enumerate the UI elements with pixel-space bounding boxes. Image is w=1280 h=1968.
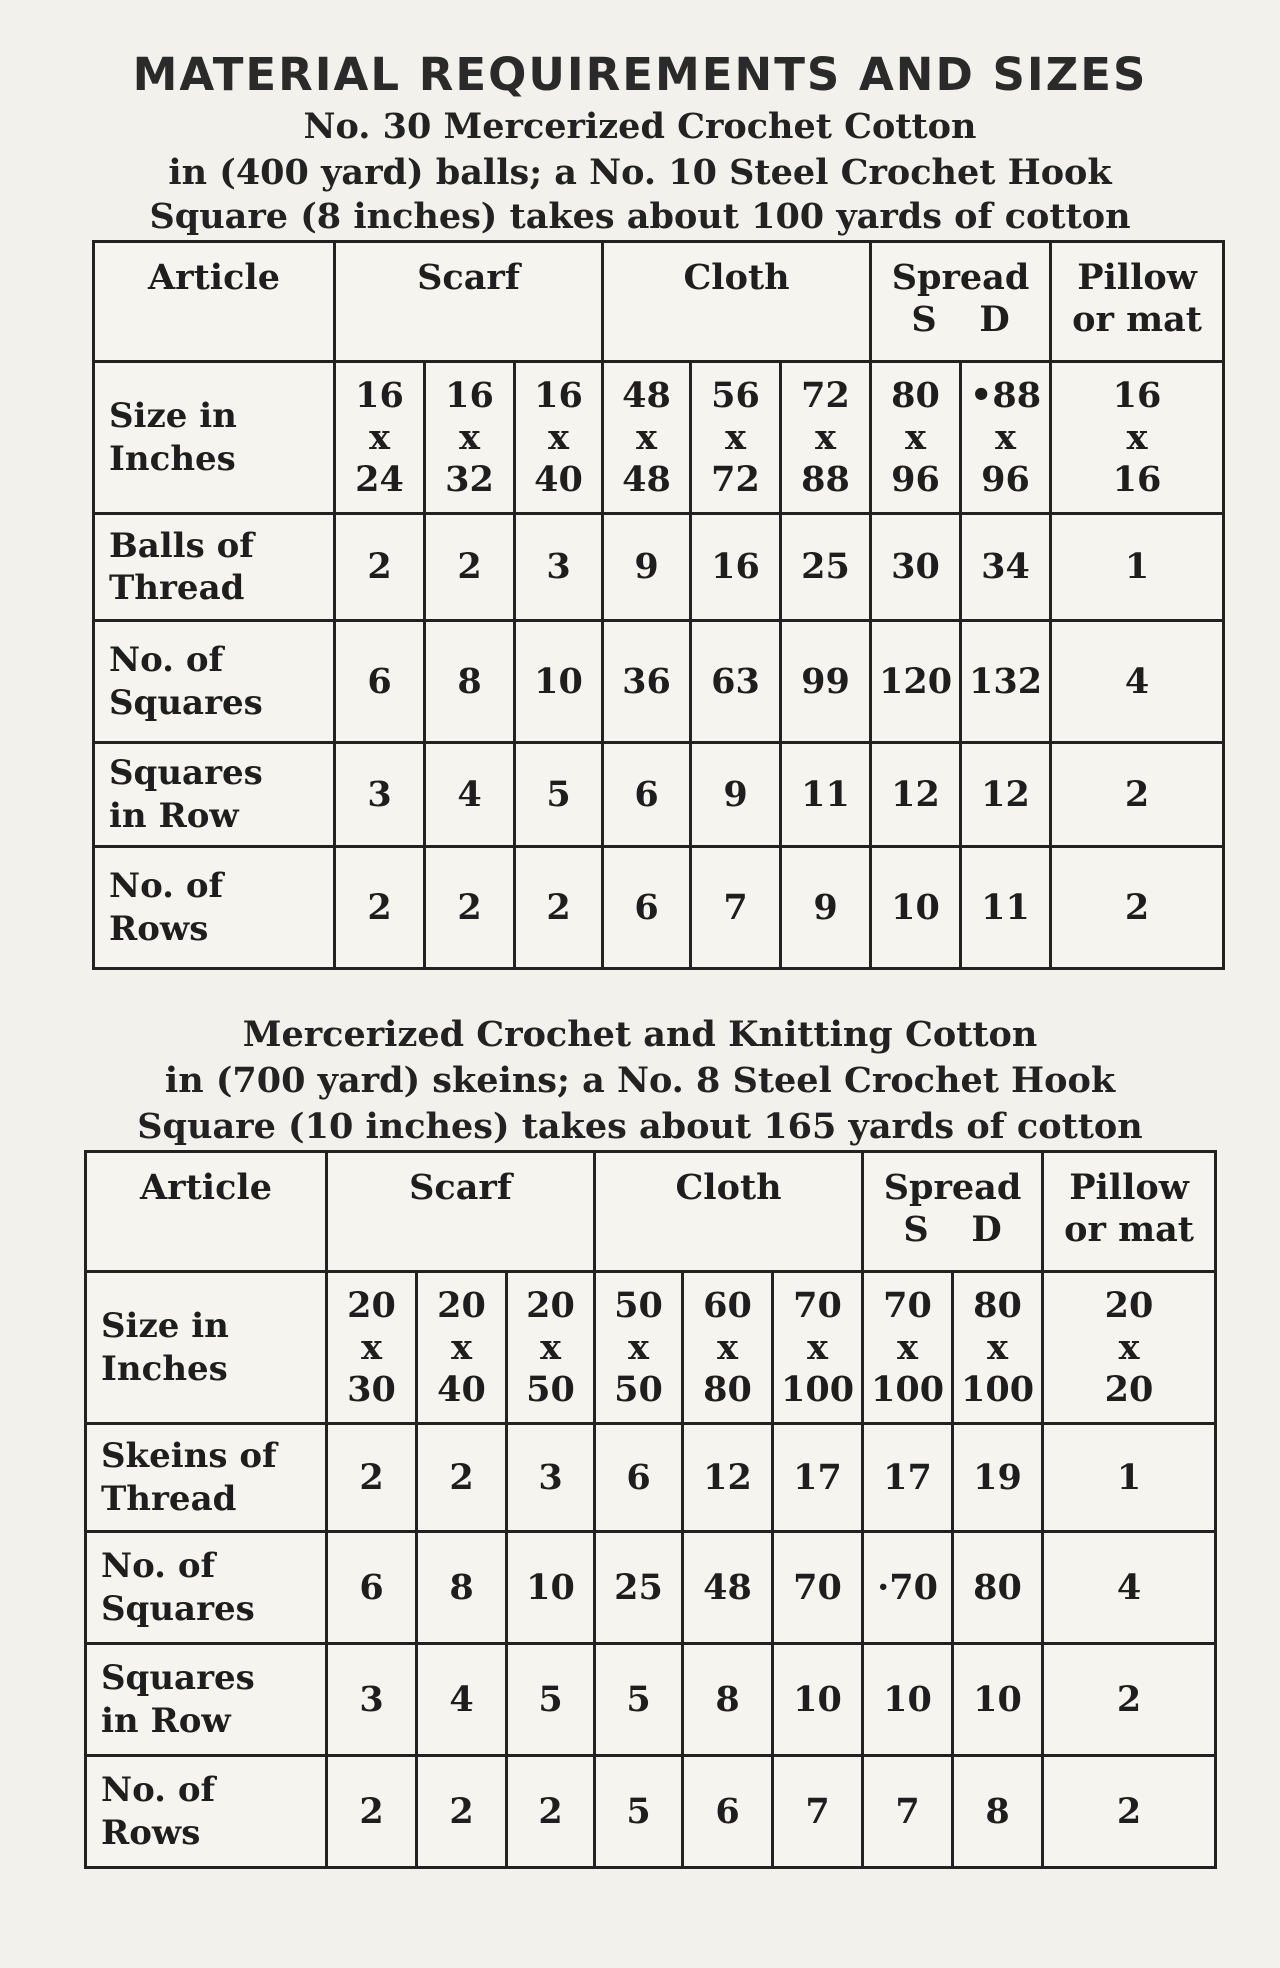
value-cell: 2 (417, 1424, 507, 1532)
value-cell: 3 (335, 743, 425, 847)
size-x: x (815, 416, 836, 458)
spread-header (871, 242, 1051, 362)
data-row (86, 1756, 1216, 1868)
value-cell: 8 (417, 1532, 507, 1644)
size-h: 100 (960, 1368, 1035, 1410)
spread-s-label: S (911, 299, 937, 340)
section1-line-2: in (400 yard) balls; a No. 10 Steel Crochet Hook (168, 152, 1112, 193)
size-w: 56 (711, 374, 760, 416)
value-cell: 3 (515, 514, 603, 621)
spread-sd (864, 1209, 1041, 1251)
pillow-label-2: or mat (1064, 1209, 1194, 1250)
size-cell (327, 1272, 417, 1424)
size-h: 20 (1104, 1368, 1154, 1410)
size-x: x (369, 416, 390, 458)
data-row (86, 1424, 1216, 1532)
size-label-line-2: Inches (109, 438, 236, 479)
value-cell: 1 (1051, 514, 1224, 621)
page-title: MATERIAL REQUIREMENTS AND SIZES (132, 48, 1148, 101)
value-cell: 2 (515, 847, 603, 969)
value-cell: 2 (1051, 847, 1224, 969)
value-cell: 1 (1043, 1424, 1216, 1532)
value-cell: 63 (691, 621, 781, 743)
size-h: 72 (711, 458, 760, 500)
header-row (86, 1152, 1216, 1272)
cloth-header: Cloth (603, 242, 871, 362)
value-cell: 5 (515, 743, 603, 847)
cloth-header: Cloth (595, 1152, 863, 1272)
size-x: x (905, 416, 926, 458)
size-row-label (94, 362, 335, 514)
size-w: 80 (973, 1284, 1022, 1326)
value-cell: 2 (425, 847, 515, 969)
value-cell: 30 (871, 514, 961, 621)
size-x: x (628, 1326, 649, 1368)
size-label-line-1: Size in (101, 1306, 229, 1346)
value-cell: 4 (417, 1644, 507, 1756)
value-cell: 2 (335, 847, 425, 969)
row-label-line-1: Balls of (109, 525, 254, 566)
value-cell: 99 (781, 621, 871, 743)
size-cell (871, 362, 961, 514)
value-cell: 6 (595, 1424, 683, 1532)
value-cell: 6 (683, 1756, 773, 1868)
row-label (86, 1644, 327, 1756)
value-cell: 6 (327, 1532, 417, 1644)
value-cell: 16 (691, 514, 781, 621)
value-cell: 8 (425, 621, 515, 743)
size-h: 50 (614, 1368, 663, 1410)
value-cell: 4 (1043, 1532, 1216, 1644)
row-label (94, 514, 335, 621)
size-w: 16 (534, 374, 583, 416)
size-row (94, 362, 1224, 514)
size-h: 96 (981, 458, 1030, 500)
size-x: x (897, 1326, 918, 1368)
section2-line-3: Square (10 inches) takes about 165 yards of cotton (137, 1106, 1143, 1147)
row-label-line-1: No. of (101, 1770, 216, 1810)
size-w: 70 (883, 1284, 932, 1326)
size-w: 50 (614, 1284, 663, 1326)
row-label-line-1: No. of (109, 866, 224, 906)
size-x: x (451, 1326, 472, 1368)
size-w: 48 (622, 374, 671, 416)
size-w: 16 (445, 374, 494, 416)
value-cell: 4 (425, 743, 515, 847)
size-x: x (636, 416, 657, 458)
data-row (94, 743, 1224, 847)
value-cell: 9 (691, 743, 781, 847)
size-cell (595, 1272, 683, 1424)
row-label (94, 847, 335, 969)
size-cell (1043, 1272, 1216, 1424)
spread-label: Spread (891, 257, 1030, 298)
size-cell (1051, 362, 1224, 514)
size-cell (863, 1272, 953, 1424)
row-label-line-1: Squares (109, 753, 263, 793)
value-cell: 9 (603, 514, 691, 621)
size-h: 32 (445, 458, 494, 500)
size-h: 16 (1112, 458, 1162, 500)
value-cell: 9 (781, 847, 871, 969)
size-w: 16 (355, 374, 404, 416)
size-w: 20 (1104, 1284, 1154, 1326)
row-label-line-2: Rows (109, 908, 209, 949)
pillow-header (1051, 242, 1224, 362)
size-h: 50 (526, 1368, 575, 1410)
row-label-line-2: in Row (109, 795, 239, 836)
header-row (94, 242, 1224, 362)
size-cell (691, 362, 781, 514)
row-label (86, 1424, 327, 1532)
spread-d-label: D (979, 299, 1010, 340)
data-row (86, 1532, 1216, 1644)
size-w: 16 (1112, 374, 1162, 416)
size-h: 96 (891, 458, 940, 500)
size-x: x (995, 416, 1016, 458)
value-cell: 2 (327, 1756, 417, 1868)
value-cell: 6 (603, 743, 691, 847)
value-cell: 10 (515, 621, 603, 743)
size-cell (507, 1272, 595, 1424)
value-cell: 10 (871, 847, 961, 969)
size-w: 20 (526, 1284, 575, 1326)
value-cell: 2 (417, 1756, 507, 1868)
row-label-line-2: Rows (101, 1812, 201, 1853)
value-cell: 12 (871, 743, 961, 847)
size-w: 70 (793, 1284, 842, 1326)
row-label-line-1: Skeins of (101, 1436, 277, 1476)
value-cell: 8 (953, 1756, 1043, 1868)
value-cell: 36 (603, 621, 691, 743)
size-row (86, 1272, 1216, 1424)
value-cell: 12 (683, 1424, 773, 1532)
value-cell: 5 (507, 1644, 595, 1756)
size-w: 80 (891, 374, 940, 416)
size-label-line-2: Inches (101, 1348, 228, 1389)
size-h: 48 (622, 458, 671, 500)
size-x: x (725, 416, 746, 458)
value-cell: 17 (773, 1424, 863, 1532)
size-cell (953, 1272, 1043, 1424)
data-row (94, 847, 1224, 969)
scarf-header: Scarf (335, 242, 603, 362)
value-cell: 17 (863, 1424, 953, 1532)
size-x: x (1126, 416, 1148, 458)
size-h: 100 (780, 1368, 855, 1410)
value-cell: 120 (871, 621, 961, 743)
pillow-label-2: or mat (1072, 299, 1202, 340)
size-cell (417, 1272, 507, 1424)
value-cell: ·70 (863, 1532, 953, 1644)
size-h: 88 (801, 458, 850, 500)
value-cell: 2 (507, 1756, 595, 1868)
size-x: x (540, 1326, 561, 1368)
size-w: 20 (437, 1284, 486, 1326)
size-x: x (548, 416, 569, 458)
size-cell (683, 1272, 773, 1424)
value-cell: 70 (773, 1532, 863, 1644)
size-x: x (987, 1326, 1008, 1368)
article-header: Article (86, 1152, 327, 1272)
value-cell: 5 (595, 1644, 683, 1756)
size-h: 80 (703, 1368, 752, 1410)
size-cell (425, 362, 515, 514)
size-x: x (1118, 1326, 1140, 1368)
size-h: 30 (347, 1368, 396, 1410)
value-cell: 2 (1051, 743, 1224, 847)
value-cell: 48 (683, 1532, 773, 1644)
size-label-line-1: Size in (109, 396, 237, 436)
spread-d-label: D (971, 1209, 1002, 1250)
value-cell: 2 (335, 514, 425, 621)
value-cell: 25 (595, 1532, 683, 1644)
row-label-line-2: Thread (109, 568, 245, 608)
spread-header (863, 1152, 1043, 1272)
value-cell: 2 (1043, 1644, 1216, 1756)
size-cell (335, 362, 425, 514)
value-cell: 10 (773, 1644, 863, 1756)
row-label (94, 621, 335, 743)
value-cell: 7 (691, 847, 781, 969)
size-cell (515, 362, 603, 514)
value-cell: 4 (1051, 621, 1224, 743)
size-x: x (361, 1326, 382, 1368)
size-h: 24 (355, 458, 404, 500)
value-cell: 5 (595, 1756, 683, 1868)
row-label-line-1: Squares (101, 1658, 255, 1698)
size-cell (773, 1272, 863, 1424)
size-x: x (717, 1326, 738, 1368)
size-h: 40 (534, 458, 583, 500)
value-cell: 2 (1043, 1756, 1216, 1868)
section1-line-3: Square (8 inches) takes about 100 yards of cotton (149, 196, 1131, 237)
data-row (86, 1644, 1216, 1756)
row-label-line-1: No. of (109, 640, 224, 680)
size-w: 60 (703, 1284, 752, 1326)
size-w: •88 (969, 374, 1042, 416)
value-cell: 7 (863, 1756, 953, 1868)
spread-sd (872, 299, 1049, 341)
value-cell: 25 (781, 514, 871, 621)
scarf-header: Scarf (327, 1152, 595, 1272)
value-cell: 132 (961, 621, 1051, 743)
row-label (86, 1756, 327, 1868)
data-row (94, 514, 1224, 621)
size-h: 40 (437, 1368, 486, 1410)
size-cell (781, 362, 871, 514)
row-label-line-2: Squares (101, 1588, 255, 1629)
value-cell: 2 (425, 514, 515, 621)
pillow-header (1043, 1152, 1216, 1272)
row-label-line-1: No. of (101, 1546, 216, 1586)
article-header: Article (94, 242, 335, 362)
row-label-line-2: Squares (109, 682, 263, 723)
spread-label: Spread (883, 1167, 1022, 1208)
value-cell: 6 (603, 847, 691, 969)
value-cell: 3 (327, 1644, 417, 1756)
section2-line-2: in (700 yard) skeins; a No. 8 Steel Crochet Hook (164, 1060, 1116, 1101)
section2-line-1: Mercerized Crochet and Knitting Cotton (242, 1014, 1038, 1055)
value-cell: 8 (683, 1644, 773, 1756)
value-cell: 3 (507, 1424, 595, 1532)
size-w: 72 (801, 374, 850, 416)
requirements-table-1 (92, 240, 1225, 970)
pillow-label-1: Pillow (1077, 257, 1197, 298)
value-cell: 11 (781, 743, 871, 847)
requirements-table-2 (84, 1150, 1217, 1869)
value-cell: 19 (953, 1424, 1043, 1532)
data-row (94, 621, 1224, 743)
size-x: x (807, 1326, 828, 1368)
spread-s-label: S (903, 1209, 929, 1250)
size-cell (961, 362, 1051, 514)
value-cell: 12 (961, 743, 1051, 847)
value-cell: 2 (327, 1424, 417, 1532)
value-cell: 10 (953, 1644, 1043, 1756)
row-label (94, 743, 335, 847)
value-cell: 6 (335, 621, 425, 743)
value-cell: 80 (953, 1532, 1043, 1644)
row-label-line-2: in Row (101, 1700, 231, 1741)
size-row-label (86, 1272, 327, 1424)
section1-line-1: No. 30 Mercerized Crochet Cotton (303, 106, 977, 147)
value-cell: 34 (961, 514, 1051, 621)
row-label-line-2: Thread (101, 1478, 237, 1519)
value-cell: 10 (863, 1644, 953, 1756)
size-w: 20 (347, 1284, 396, 1326)
value-cell: 11 (961, 847, 1051, 969)
size-x: x (459, 416, 480, 458)
size-h: 100 (870, 1368, 945, 1410)
pillow-label-1: Pillow (1069, 1167, 1189, 1208)
row-label (86, 1532, 327, 1644)
size-cell (603, 362, 691, 514)
value-cell: 10 (507, 1532, 595, 1644)
value-cell: 7 (773, 1756, 863, 1868)
